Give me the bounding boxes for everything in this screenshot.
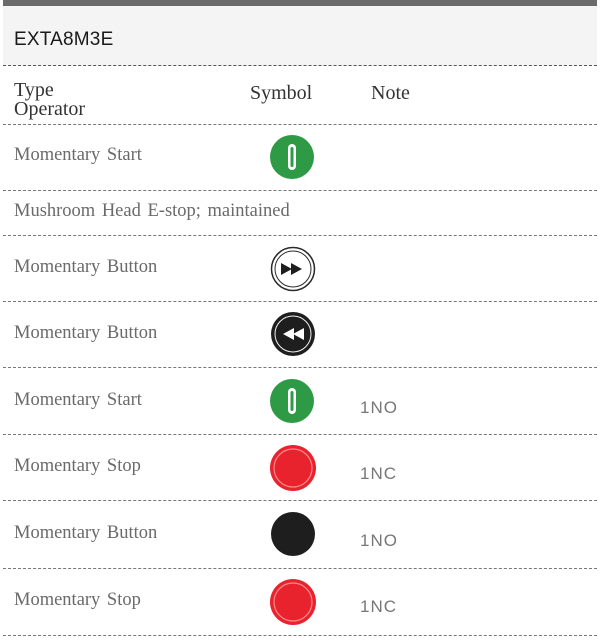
header-divider: [3, 65, 597, 66]
row-divider: [3, 124, 597, 125]
row-divider: [3, 434, 597, 435]
green-start-icon: [269, 134, 315, 180]
header-type: Type: [14, 79, 54, 101]
row-divider: [3, 301, 597, 302]
row-divider: [3, 500, 597, 501]
row-divider: [3, 568, 597, 569]
row-operator: Momentary Button: [14, 323, 158, 343]
header-operator: Operator: [14, 98, 86, 120]
red-stop-icon: [269, 578, 317, 626]
row-note: 1NO: [360, 531, 398, 550]
product-table: [3, 0, 597, 641]
row-operator: Momentary Start: [14, 145, 142, 165]
row-divider: [3, 190, 597, 191]
table-title: EXTA8M3E: [14, 29, 114, 50]
red-stop-icon: [269, 444, 317, 492]
row-divider: [3, 635, 597, 636]
row-divider: [3, 235, 597, 236]
fast-forward-icon: [270, 246, 316, 292]
row-note: 1NO: [360, 398, 398, 417]
row-divider: [3, 367, 597, 368]
header-note: Note: [371, 82, 410, 104]
row-operator: Mushroom Head E-stop; maintained: [14, 201, 290, 221]
black-button-icon: [270, 511, 316, 557]
row-operator: Momentary Button: [14, 257, 158, 277]
header-symbol: Symbol: [250, 82, 313, 104]
row-note: 1NC: [360, 597, 398, 616]
green-start-icon: [269, 378, 315, 424]
row-operator: Momentary Stop: [14, 456, 141, 476]
row-note: 1NC: [360, 464, 398, 483]
rewind-icon: [270, 311, 316, 357]
row-operator: Momentary Stop: [14, 590, 141, 610]
row-operator: Momentary Start: [14, 390, 142, 410]
row-operator: Momentary Button: [14, 523, 158, 543]
